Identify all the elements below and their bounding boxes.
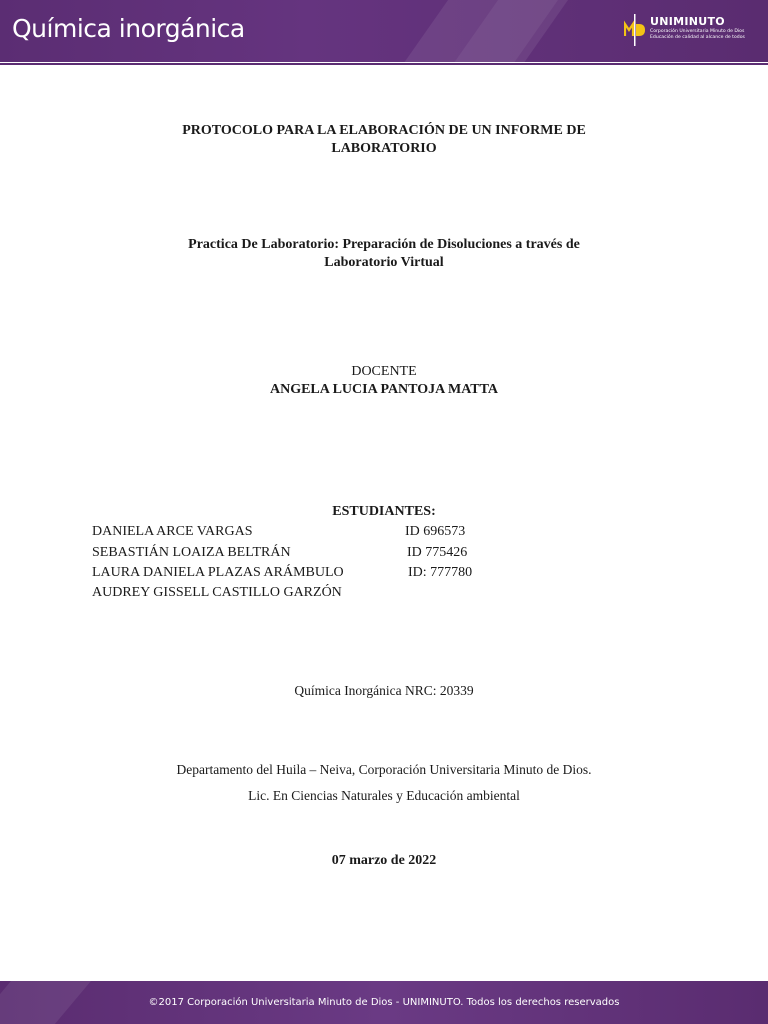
- student-id: ID 775426: [407, 545, 468, 560]
- page-footer: [0, 981, 768, 1024]
- logo-subtitle: Corporación Universitaria Minuto de Dios: [650, 29, 745, 34]
- program-line: Lic. En Ciencias Naturales y Educación ambiental: [248, 788, 520, 803]
- student-name: DANIELA ARCE VARGAS: [92, 524, 253, 539]
- student-id: ID: 777780: [408, 565, 473, 580]
- document-title: [0, 122, 768, 158]
- md-logo-mark-icon: [624, 14, 646, 46]
- practice-title: [0, 236, 768, 272]
- title-line-1: PROTOCOLO PARA LA ELABORACIÓN DE UN INFORME DE: [182, 123, 586, 138]
- teacher-name: ANGELA LUCIA PANTOJA MATTA: [269, 382, 499, 397]
- student-name: LAURA DANIELA PLAZAS ARÁMBULO: [92, 565, 344, 580]
- course-title: Química inorgánica: [12, 14, 245, 43]
- teacher-block: [0, 363, 768, 399]
- document-date: 07 marzo de 2022: [331, 853, 437, 868]
- practice-line-1: Practica De Laboratorio: Preparación de Disoluciones a través de: [188, 237, 580, 252]
- uniminuto-logo: [624, 12, 746, 50]
- logo-name: UNIMINUTO: [650, 15, 725, 28]
- page-header: [0, 0, 768, 62]
- header-divider: [0, 63, 768, 65]
- course-nrc: Química Inorgánica NRC: 20339: [294, 683, 474, 698]
- location-line: Departamento del Huila – Neiva, Corporación Universitaria Minuto de Dios.: [176, 762, 592, 777]
- practice-line-2: Laboratorio Virtual: [324, 255, 444, 270]
- student-name: AUDREY GISSELL CASTILLO GARZÓN: [92, 585, 342, 600]
- student-id: ID 696573: [405, 524, 466, 539]
- students-label: ESTUDIANTES:: [332, 504, 436, 519]
- teacher-label: DOCENTE: [351, 364, 417, 379]
- footer-copyright: ©2017 Corporación Universitaria Minuto de Dios - UNIMINUTO. Todos los derechos reservados: [148, 997, 620, 1008]
- student-name: SEBASTIÁN LOAIZA BELTRÁN: [92, 545, 291, 560]
- logo-tagline: Educación de calidad al alcance de todos: [650, 35, 745, 40]
- title-line-2: LABORATORIO: [331, 141, 437, 156]
